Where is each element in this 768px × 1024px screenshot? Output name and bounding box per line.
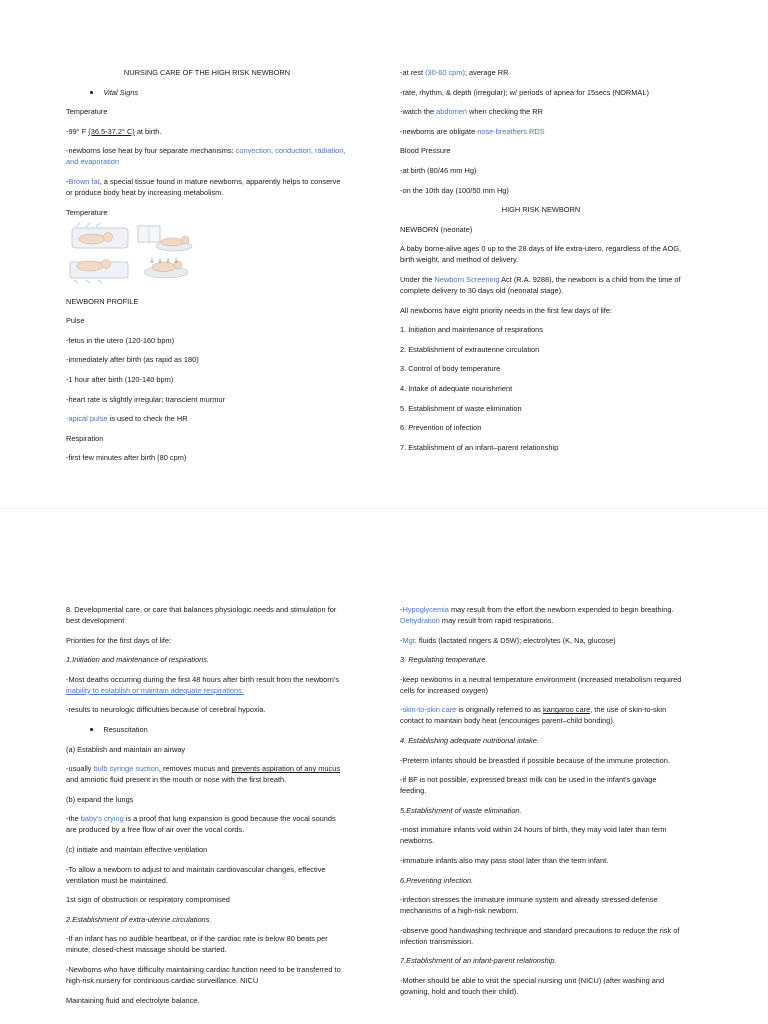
- bullet-dot-icon: [90, 91, 93, 94]
- deaths-paragraph: -Most deaths occurring during the first 48 hours after birth result from the newborn's inability to establish or maintain adequate respirations.: [66, 674, 339, 695]
- respiration-heading: Respiration: [66, 433, 104, 443]
- bp-item: -on the 10th day (100/50 mm Hg): [400, 185, 509, 195]
- document-title: NURSING CARE OF THE HIGH RISK NEWBORN: [123, 68, 291, 77]
- temperature-heading: Temperature: [66, 107, 108, 117]
- priority-3-heading: 3. Regulating temperature.: [400, 655, 488, 665]
- priorities-heading: Priorities for the first days of life:: [66, 635, 172, 645]
- column-right-top: [400, 67, 682, 461]
- infection-paragraph: -infection stresses the immature immune system and already stressed defense mechanisms of a high-risk newborn.: [400, 895, 658, 916]
- apical-pulse-line: -apical pulse is used to check the HR: [66, 414, 188, 424]
- newborn-definition: A baby borne-alive ages 0 up to the 28 days of life extra-utero, regardless of the AOG, birth weight, and method of delivery.: [400, 244, 682, 265]
- preterm-paragraph: -Preterm infants should be breastfed if possible because of the immune protection.: [400, 755, 670, 765]
- pulse-item: -fetus in the utero (120-160 bpm): [66, 335, 175, 345]
- priority-intro: All newborns have eight priority needs in the first few days of life:: [400, 305, 612, 315]
- adjust-paragraph: -To allow a newborn to adjust to and maintain cardiovascular changes, effective ventilation must be maintained.: [66, 864, 326, 885]
- handwashing-paragraph: -observe good handwashing technique and standard precautions to reduce the risk of infection transmission.: [400, 925, 680, 946]
- newborn-screening-paragraph: Under the Newborn Screening Act (R.A. 9288), the newborn is a child from the time of complete delivery to 30 days old (neonatal stage).: [400, 274, 681, 295]
- priority-6-heading: 6.Preventing infection.: [400, 875, 474, 885]
- high-risk-title: HIGH RISK NEWBORN: [501, 205, 581, 215]
- newborn-neonate-heading: NEWBORN (neonate): [400, 224, 473, 234]
- resp-obligate-line: -newborns are obligate nose-breathers RDS: [400, 126, 545, 136]
- heartbeat-paragraph: -If an infant has no audible heartbeat, or if the cardiac rate is below 80 beats per minute, closed-chest massage should be started.: [66, 934, 328, 955]
- column-left-bottom: [66, 604, 348, 1014]
- list-item: 2. Establishment of extrauterine circulation: [400, 344, 540, 354]
- document-page-bottom: [0, 512, 768, 1024]
- skin-to-skin-paragraph: -skin-to-skin care is originally referred to as kangaroo care, the use of skin-to-skin contact to maintain body heat (encourages parent–child bonding).: [400, 705, 667, 726]
- pulse-item: -heart rate is slightly irregular; transcient murmur: [66, 394, 225, 404]
- pulse-heading: Pulse: [66, 316, 85, 326]
- void-paragraph: -most immature infants void within 24 hours of birth, they may void later than term newborns.: [400, 825, 667, 846]
- pulse-item: -immediately after birth (as rapid as 180): [66, 355, 199, 365]
- list-item: 4. Intake of adequate nourishment: [400, 383, 513, 393]
- pulse-item: -1 hour after birth (120-140 bpm): [66, 374, 174, 384]
- list-item: 3. Control of body temperature: [400, 364, 501, 374]
- newborn-profile-heading: NEWBORN PROFILE: [66, 296, 139, 306]
- stool-paragraph: -immature infants also may pass stool later than the term infant.: [400, 855, 609, 865]
- bp-item: -at birth (80/46 mm Hg): [400, 165, 477, 175]
- cardiac-paragraph: -Newborns who have difficulty maintaining cardiac function need to be transferred to high-risk nursery for continuous cardiac surveillance. NICU: [66, 964, 341, 985]
- page-divider: [0, 508, 768, 509]
- priority-4-heading: 4. Establishing adequate nutritional intake.: [400, 735, 539, 745]
- expand-lungs-heading: (b) expand the lungs: [66, 794, 134, 804]
- developmental-care: 8. Developmental care, or care that balances physiologic needs and stimulation for best development: [66, 605, 337, 625]
- list-item: 7. Establishment of an infant–parent relationship: [400, 442, 559, 452]
- neutral-temp-paragraph: -keep newborns in a neutral temperature environment (increased metabolism required cells for increased oxygen): [400, 674, 682, 695]
- priority-2-heading: 2.Establishment of extra-uterine circulations.: [66, 914, 212, 924]
- temperature-heading-2: Temperature: [66, 207, 108, 217]
- priority-1-heading: 1.Initiation and maintenance of respirations.: [66, 655, 209, 665]
- airway-heading: (a) Establish and maintain an airway: [66, 744, 186, 754]
- priority-5-heading: 5.Establishment of waste elimination.: [400, 805, 522, 815]
- column-left-top: [66, 67, 348, 472]
- column-right-bottom: [400, 604, 682, 1006]
- bulb-syringe-paragraph: -usually bulb syringe suction, removes mucus and prevents aspiration of any mucus and amniotic fluid present in the mouth or nose with the first breath.: [66, 764, 341, 785]
- hypoglycemia-paragraph: -Hypoglycemia may result from the effort the newborn expended to begin breathing. Dehydration may result from rapid respirations.: [400, 605, 674, 625]
- list-item: 1. Initiation and maintenance of respirations: [400, 325, 543, 335]
- brown-fat-paragraph: -Brown fat, a special tissue found in mature newborns, apparently helps to conserve or produce body heat by increasing metabolism.: [66, 176, 341, 197]
- respiration-item: -first few minutes after birth (80 cpm): [66, 453, 187, 463]
- bullet-vital-signs: Vital Signs: [66, 87, 348, 98]
- breastfeeding-paragraph: -if BF is not possible, expressed breast milk can be used in the infant's gavage feeding.: [400, 775, 657, 796]
- mother-paragraph: -Mother should be able to visit the special nursing unit (NICU) (after washing and gowning, hold and touch their child).: [400, 975, 665, 996]
- heat-loss-paragraph: -newborns lose heat by four separate mechanisms: convection, conduction, radiation, and evaporation: [66, 146, 346, 167]
- obstruction-line: 1st sign of obstruction or respiratory compromised: [66, 895, 230, 905]
- neuro-paragraph: -results to neurologic difficulties because of cerebral hypoxia.: [66, 705, 266, 715]
- resp-rate-line: -rate, rhythm, & depth (irregular); w/ periods of apnea for 15secs (NORMAL): [400, 87, 649, 97]
- fluid-heading: Maintaining fluid and electrolyte balance.: [66, 995, 200, 1005]
- baby-crying-paragraph: -the baby's crying is a proof that lung expansion is good because the vocal sounds are produced by a free flow of air over the vocal cords.: [66, 814, 336, 835]
- list-item: 5. Establishment of waste elimination: [400, 403, 522, 413]
- newborn-heat-loss-illustration: [66, 222, 202, 284]
- resp-watch-line: -watch the abdomen when checking the RR: [400, 107, 543, 117]
- ventilation-heading: (c) initiate and maintain effective ventilation: [66, 844, 208, 854]
- list-item: 6. Prevention of infection: [400, 423, 482, 433]
- bullet-resuscitation: Resuscitation: [66, 724, 348, 735]
- priority-7-heading: 7.Establishment of an infant-parent relationship.: [400, 956, 557, 966]
- bullet-dot-icon: [90, 728, 93, 731]
- blood-pressure-heading: Blood Pressure: [400, 146, 451, 156]
- resp-rest-line: -at rest (30-60 cpm); average RR: [400, 68, 509, 77]
- mgt-line: -Mgt: fluids (lactated ringers & D5W); electrolytes (K, Na, glucose): [400, 635, 616, 645]
- temperature-value: -99° F (36.5-37.2° C) at birth.: [66, 126, 162, 136]
